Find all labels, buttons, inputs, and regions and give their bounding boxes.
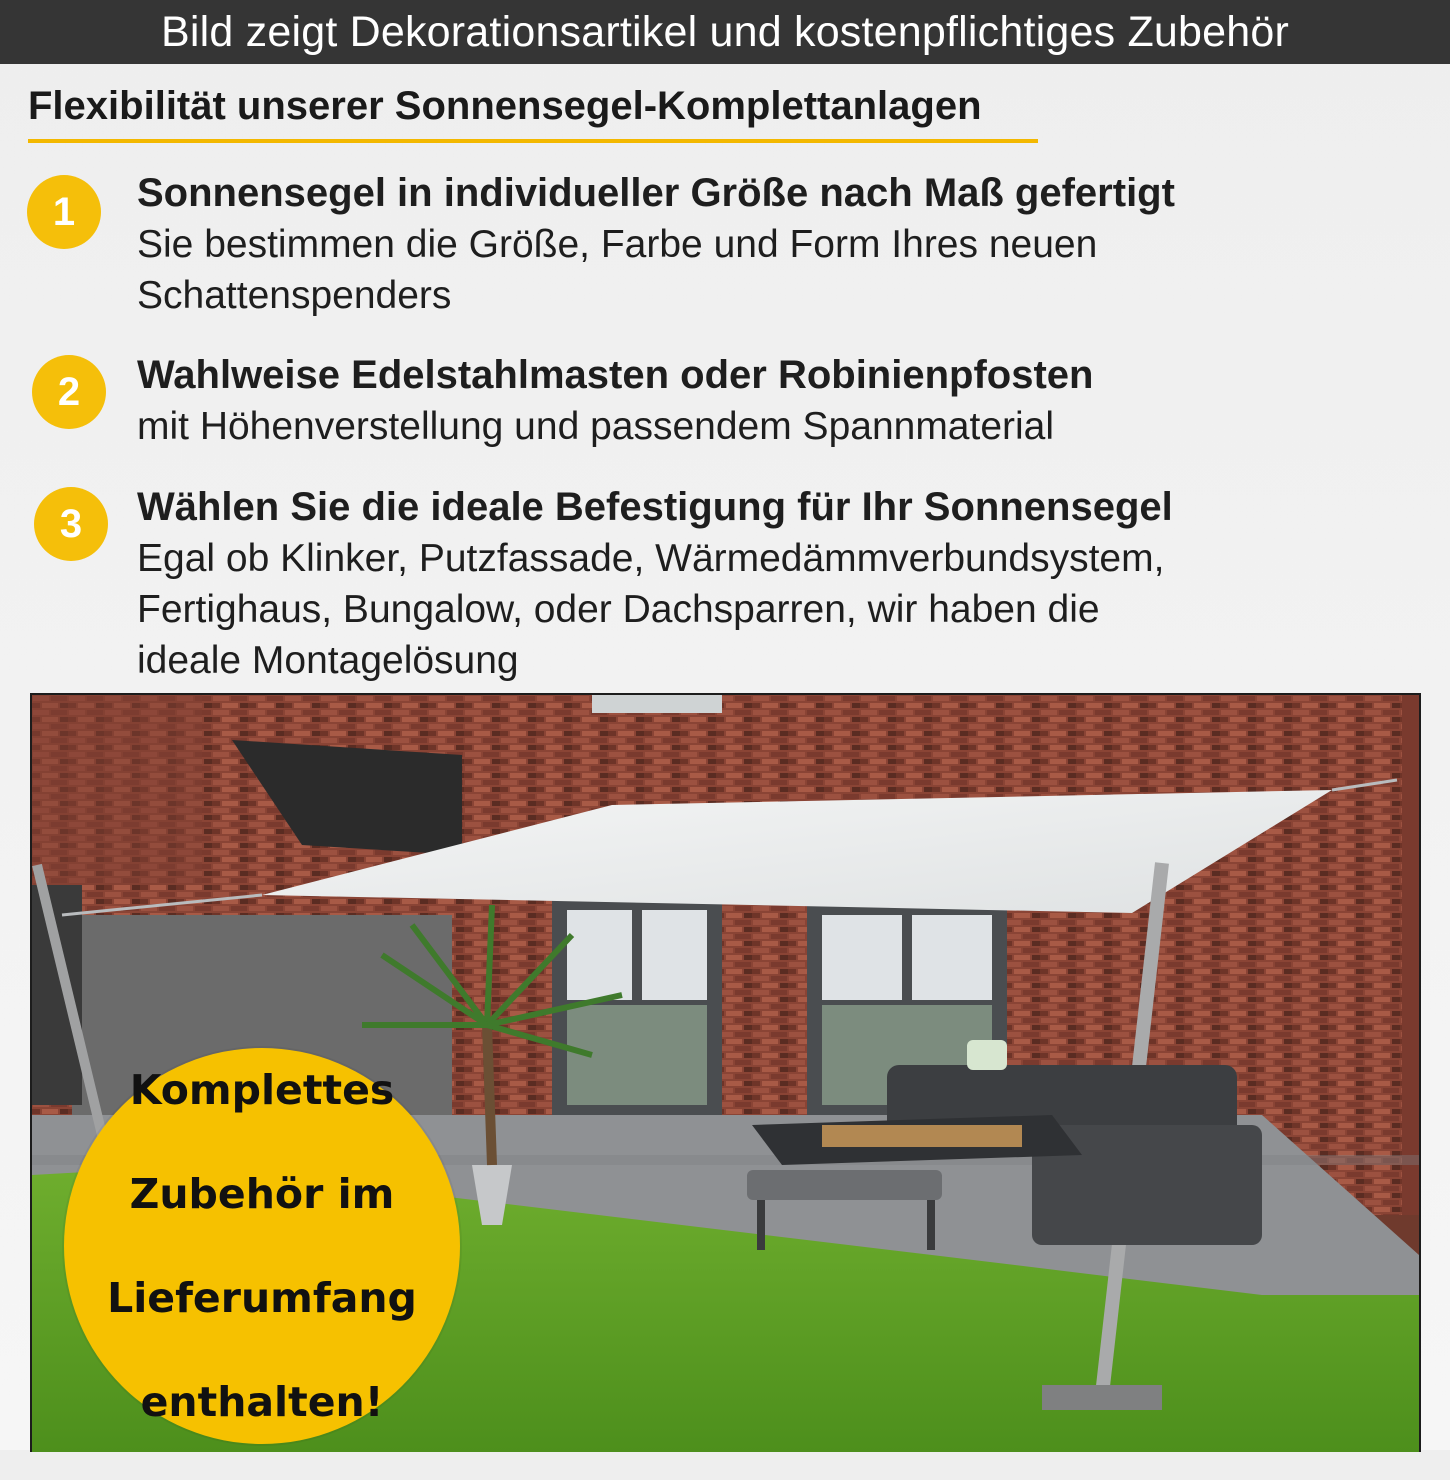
number-badge-1: 1: [27, 175, 101, 249]
badge-text: [82, 1012, 442, 1480]
badge-line: enthalten!: [140, 1378, 384, 1426]
feature-description-line: mit Höhenverstellung und passendem Spannmaterial: [137, 405, 1055, 448]
included-accessories-badge: [64, 1048, 460, 1444]
badge-line: Lieferumfang: [107, 1274, 417, 1322]
feature-title: Wählen Sie die ideale Befestigung für Ihr Sonnensegel: [137, 485, 1173, 529]
feature-description-line: Schattenspenders: [137, 274, 452, 317]
top-banner: [0, 0, 1450, 64]
feature-description-line: Sie bestimmen die Größe, Farbe und Form Ihres neuen: [137, 223, 1098, 266]
feature-description-line: Egal ob Klinker, Putzfassade, Wärmedämmverbundsystem,: [137, 537, 1165, 580]
number-badge-3: 3: [34, 487, 108, 561]
feature-description-line: ideale Montagelösung: [137, 639, 519, 682]
badge-line: Zubehör im: [129, 1170, 395, 1218]
page-title: Flexibilität unserer Sonnensegel-Komplettanlagen: [28, 84, 1038, 143]
number-badge-2: 2: [32, 355, 106, 429]
feature-description-line: Fertighaus, Bungalow, oder Dachsparren, wir haben die: [137, 588, 1100, 631]
feature-title: Wahlweise Edelstahlmasten oder Robinienpfosten: [137, 353, 1094, 397]
badge-line: Komplettes: [129, 1066, 395, 1114]
banner-text: Bild zeigt Dekorationsartikel und kostenpflichtiges Zubehör: [160, 7, 1289, 56]
feature-title: Sonnensegel in individueller Größe nach Maß gefertigt: [137, 171, 1175, 215]
